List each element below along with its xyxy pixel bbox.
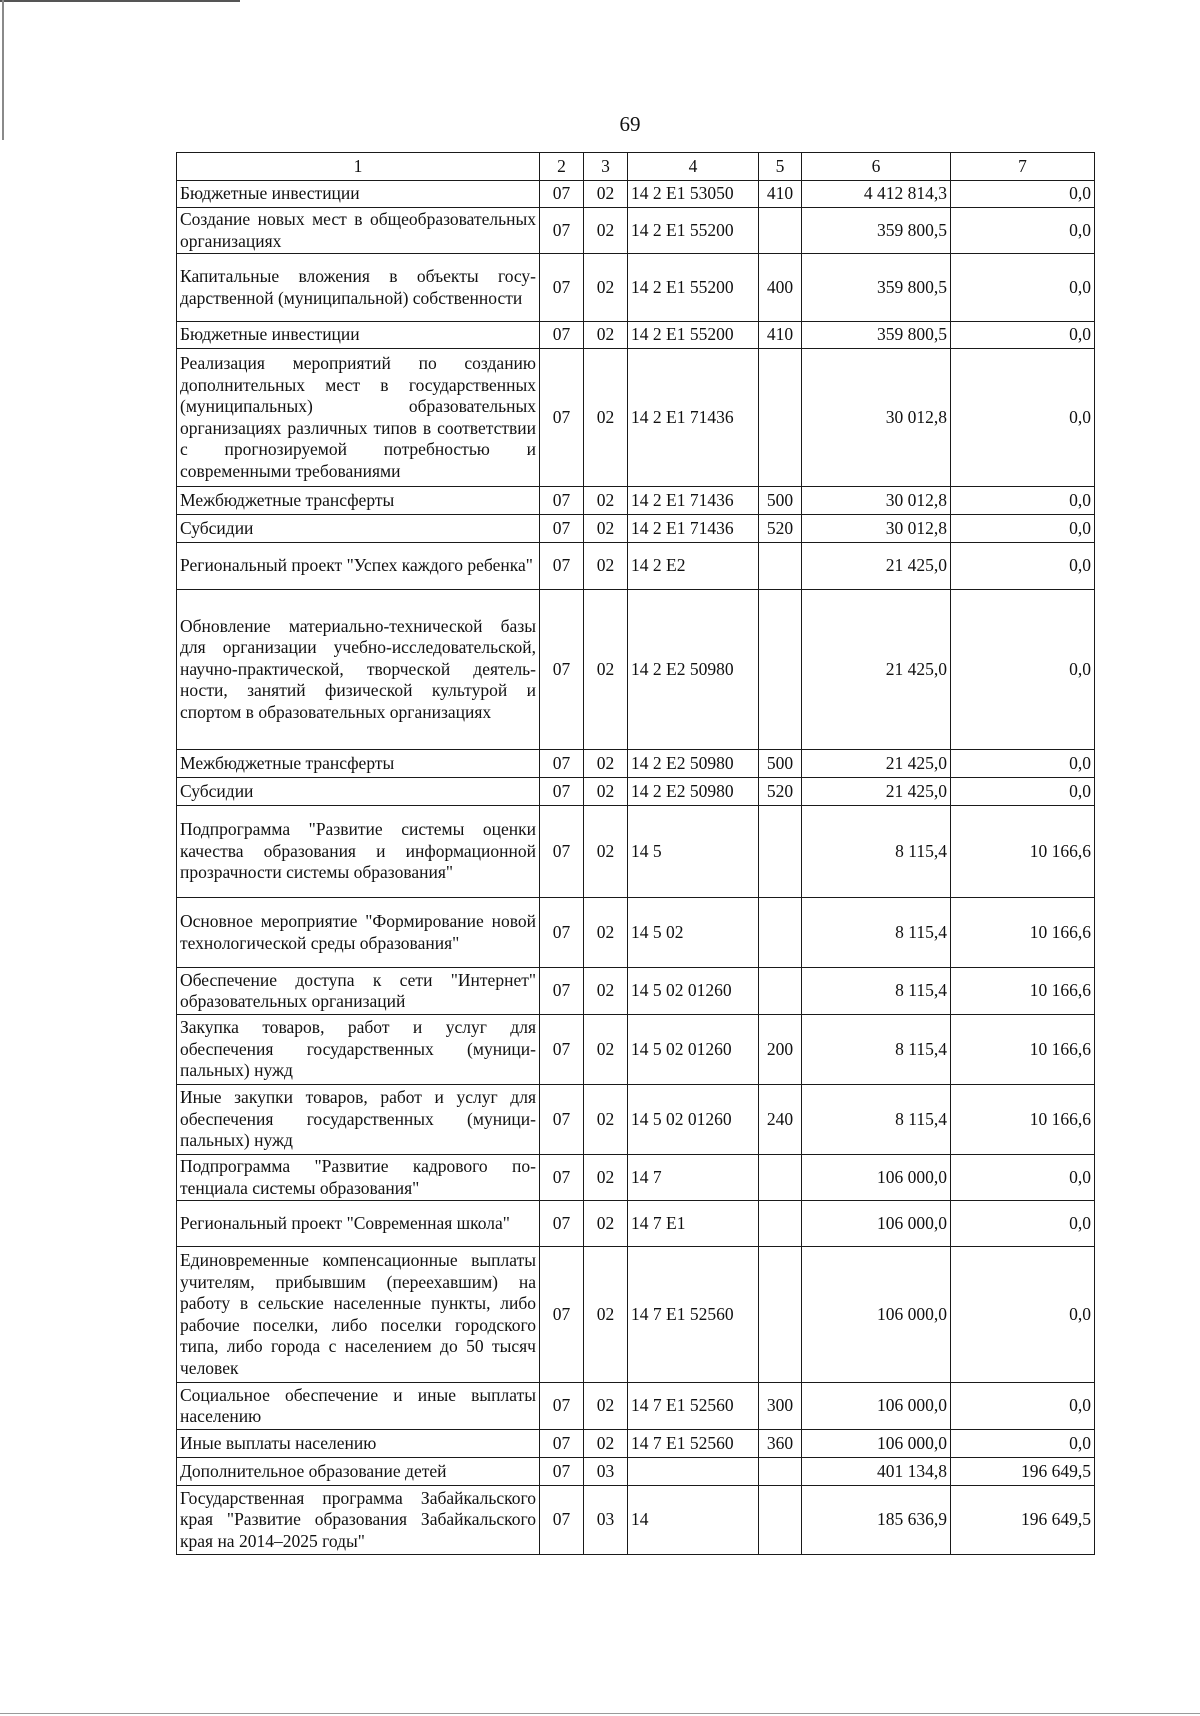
row-name: Региональный проект "Успех каждого ребенка" <box>177 543 540 590</box>
row-section: 07 <box>540 1155 584 1201</box>
table-row <box>177 1155 1095 1201</box>
row-amount-2: 0,0 <box>951 1383 1095 1430</box>
row-subsection: 02 <box>584 968 628 1015</box>
row-section: 07 <box>540 1247 584 1383</box>
row-amount-1: 106 000,0 <box>802 1201 951 1247</box>
table-row <box>177 1015 1095 1085</box>
row-amount-1: 21 425,0 <box>802 543 951 590</box>
row-section: 07 <box>540 750 584 778</box>
row-subsection: 02 <box>584 1085 628 1155</box>
row-subsection: 02 <box>584 322 628 349</box>
row-amount-2: 10 166,6 <box>951 1085 1095 1155</box>
row-amount-1: 8 115,4 <box>802 1085 951 1155</box>
row-section: 07 <box>540 1486 584 1555</box>
row-name: Иные выплаты населению <box>177 1430 540 1458</box>
row-amount-1: 30 012,8 <box>802 515 951 543</box>
row-section: 07 <box>540 898 584 968</box>
row-name: Бюджетные инвестиции <box>177 181 540 208</box>
row-expense-type: 360 <box>759 1430 802 1458</box>
row-amount-1: 21 425,0 <box>802 750 951 778</box>
row-amount-1: 30 012,8 <box>802 487 951 515</box>
row-target-code: 14 2 E1 71436 <box>628 349 759 487</box>
row-expense-type <box>759 1486 802 1555</box>
table-row <box>177 778 1095 806</box>
row-amount-2: 0,0 <box>951 1201 1095 1247</box>
table-row <box>177 543 1095 590</box>
header-col-7: 7 <box>951 153 1095 181</box>
row-name: Обновление материально-технической базы для организации учебно-исследовательской, научно-практической, творческой деятельности, занятий физической культурой и спортом в образовательных организациях <box>177 590 540 750</box>
row-expense-type <box>759 1155 802 1201</box>
row-amount-2: 0,0 <box>951 1155 1095 1201</box>
row-name: Государственная программа Забайкальского края "Развитие образования Забайкальского края на 2014–2025 годы" <box>177 1486 540 1555</box>
table-row <box>177 968 1095 1015</box>
row-target-code: 14 2 E1 53050 <box>628 181 759 208</box>
header-col-5: 5 <box>759 153 802 181</box>
row-subsection: 02 <box>584 349 628 487</box>
row-subsection: 02 <box>584 515 628 543</box>
row-target-code: 14 2 E1 55200 <box>628 322 759 349</box>
row-amount-1: 401 134,8 <box>802 1458 951 1486</box>
table-row <box>177 1430 1095 1458</box>
table-row <box>177 349 1095 487</box>
row-amount-1: 359 800,5 <box>802 208 951 254</box>
row-expense-type: 500 <box>759 750 802 778</box>
row-amount-2: 0,0 <box>951 750 1095 778</box>
row-amount-1: 106 000,0 <box>802 1155 951 1201</box>
row-subsection: 02 <box>584 590 628 750</box>
row-section: 07 <box>540 1458 584 1486</box>
row-target-code: 14 5 02 01260 <box>628 968 759 1015</box>
row-name: Реализация мероприятий по созданию дополнительных мест в государственных (муниципальных) образовательных организациях различных типов в соответствии с прогнозируемой потребностью и современными требованиями <box>177 349 540 487</box>
row-subsection: 02 <box>584 181 628 208</box>
row-amount-2: 0,0 <box>951 349 1095 487</box>
row-subsection: 02 <box>584 543 628 590</box>
row-section: 07 <box>540 515 584 543</box>
row-amount-1: 30 012,8 <box>802 349 951 487</box>
scan-artifact-bottom <box>0 1713 1200 1715</box>
row-section: 07 <box>540 968 584 1015</box>
row-target-code: 14 7 E1 52560 <box>628 1430 759 1458</box>
row-amount-1: 8 115,4 <box>802 806 951 898</box>
row-name: Бюджетные инвестиции <box>177 322 540 349</box>
header-col-6: 6 <box>802 153 951 181</box>
row-amount-1: 8 115,4 <box>802 968 951 1015</box>
table-row <box>177 1486 1095 1555</box>
table-row <box>177 515 1095 543</box>
row-name: Создание новых мест в общеобразовательных организациях <box>177 208 540 254</box>
row-target-code <box>628 1458 759 1486</box>
row-subsection: 02 <box>584 750 628 778</box>
row-expense-type: 520 <box>759 778 802 806</box>
row-expense-type: 410 <box>759 181 802 208</box>
row-subsection: 02 <box>584 1015 628 1085</box>
table-row <box>177 487 1095 515</box>
row-amount-2: 0,0 <box>951 543 1095 590</box>
row-target-code: 14 2 E2 <box>628 543 759 590</box>
row-target-code: 14 5 02 01260 <box>628 1015 759 1085</box>
row-amount-1: 185 636,9 <box>802 1486 951 1555</box>
row-subsection: 02 <box>584 1201 628 1247</box>
row-name: Дополнительное образование детей <box>177 1458 540 1486</box>
row-amount-2: 196 649,5 <box>951 1486 1095 1555</box>
row-target-code: 14 7 E1 52560 <box>628 1383 759 1430</box>
row-expense-type: 200 <box>759 1015 802 1085</box>
row-name: Закупка товаров, работ и услуг для обеспечения государственных (муниципальных) нужд <box>177 1015 540 1085</box>
row-subsection: 02 <box>584 1383 628 1430</box>
row-expense-type <box>759 898 802 968</box>
row-name: Единовременные компенсационные выплаты учителям, прибывшим (переехавшим) на работу в сельские населенные пункты, либо рабочие поселки, либо поселки городского типа, либо города с населением до 50 тысяч человек <box>177 1247 540 1383</box>
row-amount-1: 359 800,5 <box>802 254 951 322</box>
row-expense-type: 500 <box>759 487 802 515</box>
row-section: 07 <box>540 778 584 806</box>
header-col-1: 1 <box>177 153 540 181</box>
table-row <box>177 1085 1095 1155</box>
row-subsection: 02 <box>584 898 628 968</box>
row-amount-1: 4 412 814,3 <box>802 181 951 208</box>
table-row <box>177 208 1095 254</box>
table-row <box>177 750 1095 778</box>
table-row <box>177 1201 1095 1247</box>
row-expense-type: 410 <box>759 322 802 349</box>
row-target-code: 14 5 <box>628 806 759 898</box>
row-amount-2: 0,0 <box>951 1430 1095 1458</box>
row-name: Подпрограмма "Развитие системы оценки качества образования и информационной прозрачности системы образования" <box>177 806 540 898</box>
row-amount-1: 106 000,0 <box>802 1247 951 1383</box>
row-subsection: 02 <box>584 1155 628 1201</box>
row-name: Обеспечение доступа к сети "Интернет" образовательных организаций <box>177 968 540 1015</box>
row-expense-type <box>759 968 802 1015</box>
row-amount-2: 0,0 <box>951 181 1095 208</box>
row-amount-1: 8 115,4 <box>802 898 951 968</box>
row-subsection: 02 <box>584 1430 628 1458</box>
row-expense-type: 520 <box>759 515 802 543</box>
row-amount-2: 0,0 <box>951 778 1095 806</box>
header-row <box>177 153 1095 181</box>
row-expense-type <box>759 1201 802 1247</box>
table-row <box>177 898 1095 968</box>
table-row <box>177 1383 1095 1430</box>
table-row <box>177 322 1095 349</box>
row-amount-2: 0,0 <box>951 590 1095 750</box>
row-amount-2: 10 166,6 <box>951 898 1095 968</box>
row-subsection: 02 <box>584 208 628 254</box>
row-target-code: 14 5 02 01260 <box>628 1085 759 1155</box>
budget-table <box>176 152 1095 1555</box>
row-amount-2: 196 649,5 <box>951 1458 1095 1486</box>
row-expense-type <box>759 590 802 750</box>
row-target-code: 14 7 <box>628 1155 759 1201</box>
row-section: 07 <box>540 1015 584 1085</box>
row-target-code: 14 2 E2 50980 <box>628 590 759 750</box>
row-section: 07 <box>540 1383 584 1430</box>
scan-artifact-top <box>0 0 240 2</box>
row-amount-2: 0,0 <box>951 515 1095 543</box>
table-header <box>177 153 1095 181</box>
row-name: Капитальные вложения в объекты государственной (муниципальной) собственности <box>177 254 540 322</box>
table-row <box>177 1247 1095 1383</box>
table-row <box>177 1458 1095 1486</box>
row-section: 07 <box>540 1201 584 1247</box>
table-row <box>177 254 1095 322</box>
row-amount-2: 0,0 <box>951 487 1095 515</box>
row-amount-2: 10 166,6 <box>951 806 1095 898</box>
row-name: Основное мероприятие "Формирование новой технологической среды образования" <box>177 898 540 968</box>
row-section: 07 <box>540 349 584 487</box>
table-body <box>177 181 1095 1555</box>
row-amount-1: 21 425,0 <box>802 778 951 806</box>
row-name: Иные закупки товаров, работ и услуг для обеспечения государственных (муниципальных) нужд <box>177 1085 540 1155</box>
page-number: 69 <box>619 112 641 136</box>
row-name: Региональный проект "Современная школа" <box>177 1201 540 1247</box>
row-expense-type <box>759 1458 802 1486</box>
header-col-2: 2 <box>540 153 584 181</box>
row-expense-type <box>759 806 802 898</box>
row-section: 07 <box>540 208 584 254</box>
row-target-code: 14 7 E1 <box>628 1201 759 1247</box>
row-amount-1: 106 000,0 <box>802 1430 951 1458</box>
row-subsection: 02 <box>584 778 628 806</box>
row-expense-type <box>759 208 802 254</box>
row-amount-2: 10 166,6 <box>951 1015 1095 1085</box>
row-name: Подпрограмма "Развитие кадрового потенциала системы образования" <box>177 1155 540 1201</box>
row-expense-type <box>759 349 802 487</box>
row-subsection: 02 <box>584 806 628 898</box>
row-target-code: 14 2 E1 71436 <box>628 487 759 515</box>
row-expense-type: 400 <box>759 254 802 322</box>
row-amount-1: 8 115,4 <box>802 1015 951 1085</box>
row-subsection: 02 <box>584 487 628 515</box>
row-name: Субсидии <box>177 515 540 543</box>
row-section: 07 <box>540 322 584 349</box>
row-name: Субсидии <box>177 778 540 806</box>
row-target-code: 14 <box>628 1486 759 1555</box>
row-section: 07 <box>540 590 584 750</box>
row-section: 07 <box>540 543 584 590</box>
row-target-code: 14 2 E2 50980 <box>628 778 759 806</box>
header-col-4: 4 <box>628 153 759 181</box>
row-name: Межбюджетные трансферты <box>177 487 540 515</box>
row-amount-2: 10 166,6 <box>951 968 1095 1015</box>
row-section: 07 <box>540 1085 584 1155</box>
row-amount-2: 0,0 <box>951 1247 1095 1383</box>
row-expense-type <box>759 543 802 590</box>
row-target-code: 14 2 E1 71436 <box>628 515 759 543</box>
row-section: 07 <box>540 254 584 322</box>
table-row <box>177 181 1095 208</box>
row-name: Социальное обеспечение и иные выплаты населению <box>177 1383 540 1430</box>
row-section: 07 <box>540 487 584 515</box>
row-target-code: 14 2 E1 55200 <box>628 254 759 322</box>
row-amount-1: 359 800,5 <box>802 322 951 349</box>
row-expense-type: 240 <box>759 1085 802 1155</box>
row-subsection: 02 <box>584 1247 628 1383</box>
row-subsection: 03 <box>584 1486 628 1555</box>
row-name: Межбюджетные трансферты <box>177 750 540 778</box>
table-row <box>177 806 1095 898</box>
row-expense-type <box>759 1247 802 1383</box>
row-amount-1: 106 000,0 <box>802 1383 951 1430</box>
row-amount-2: 0,0 <box>951 322 1095 349</box>
header-col-3: 3 <box>584 153 628 181</box>
row-subsection: 02 <box>584 254 628 322</box>
table-row <box>177 590 1095 750</box>
row-amount-2: 0,0 <box>951 208 1095 254</box>
row-target-code: 14 7 E1 52560 <box>628 1247 759 1383</box>
row-amount-2: 0,0 <box>951 254 1095 322</box>
row-amount-1: 21 425,0 <box>802 590 951 750</box>
row-target-code: 14 5 02 <box>628 898 759 968</box>
row-target-code: 14 2 E1 55200 <box>628 208 759 254</box>
row-section: 07 <box>540 1430 584 1458</box>
row-section: 07 <box>540 806 584 898</box>
row-expense-type: 300 <box>759 1383 802 1430</box>
row-section: 07 <box>540 181 584 208</box>
row-subsection: 03 <box>584 1458 628 1486</box>
row-target-code: 14 2 E2 50980 <box>628 750 759 778</box>
